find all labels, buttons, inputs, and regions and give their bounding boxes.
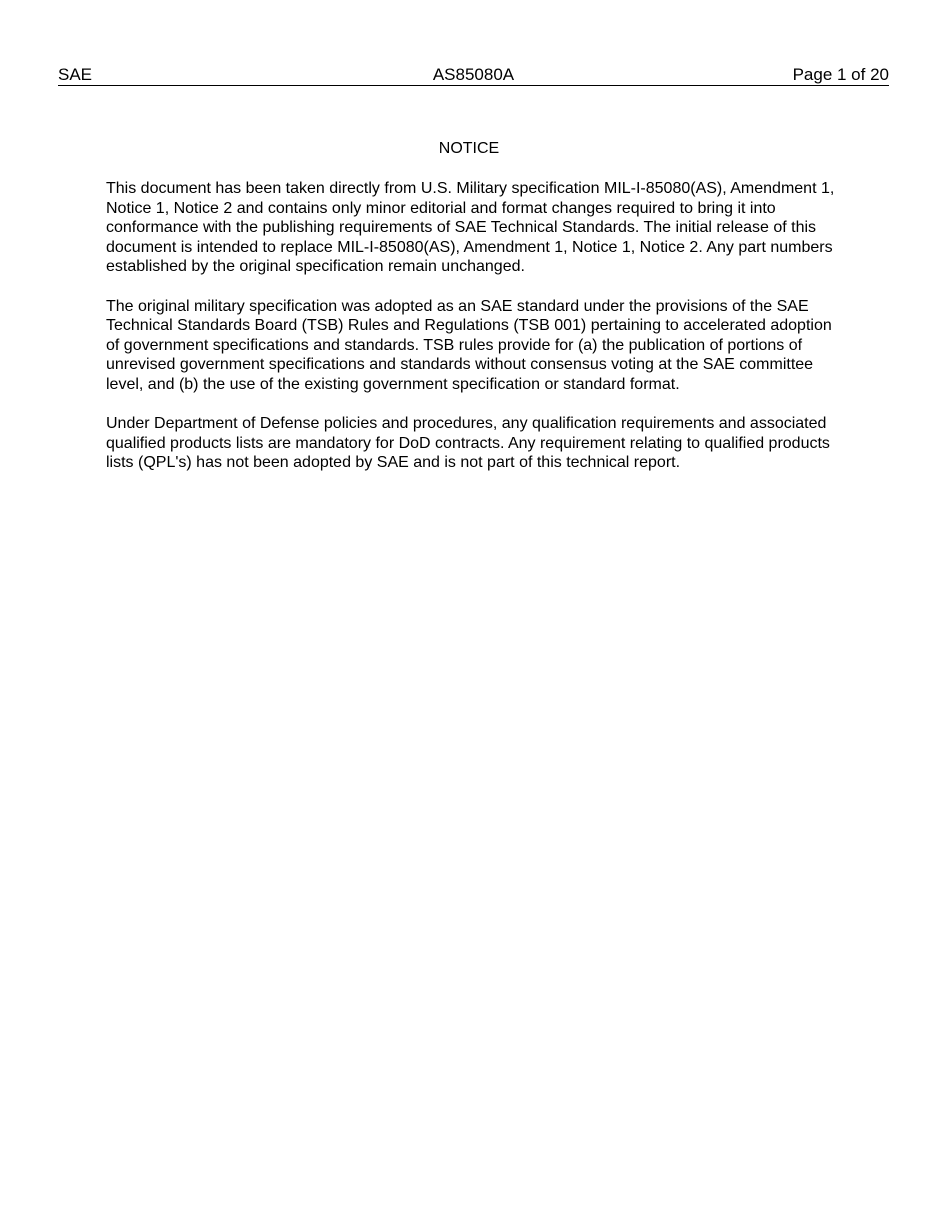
notice-paragraph: This document has been taken directly from U.S. Military specification MIL-I-85080(AS), Amendment 1, Notice 1, Notice 2 and contains only minor editorial and format changes required to bring it into conformance with the publishing requirements of SAE Technical Standards. The initial release of this document is intended to replace MIL-I-85080(AS), Amendment 1, Notice 1, Notice 2. Any part numbers established by the original specification remain unchanged. — [106, 180, 835, 276]
notice-paragraph: The original military specification was adopted as an SAE standard under the provisions of the SAE Technical Standards Board (TSB) Rules and Regulations (TSB 001) pertaining to accelerated adoption of government specifications and standards. TSB rules provide for (a) the publication of portions of unrevised government specifications and standards without consensus voting at the SAE committee level, and (b) the use of the existing government specification or standard format. — [106, 297, 832, 393]
notice-body — [106, 179, 842, 493]
notice-paragraph: Under Department of Defense policies and procedures, any qualification requirements and associated qualified products lists are mandatory for DoD contracts. Any requirement relating to qualified products lists (QPL's) has not been adopted by SAE and is not part of this technical report. — [106, 415, 830, 472]
page-header — [58, 65, 889, 86]
header-page-number: Page 1 of 20 — [792, 65, 889, 84]
header-organization: SAE — [58, 65, 93, 84]
notice-title: NOTICE — [438, 140, 500, 157]
header-document-number: AS85080A — [432, 65, 515, 84]
